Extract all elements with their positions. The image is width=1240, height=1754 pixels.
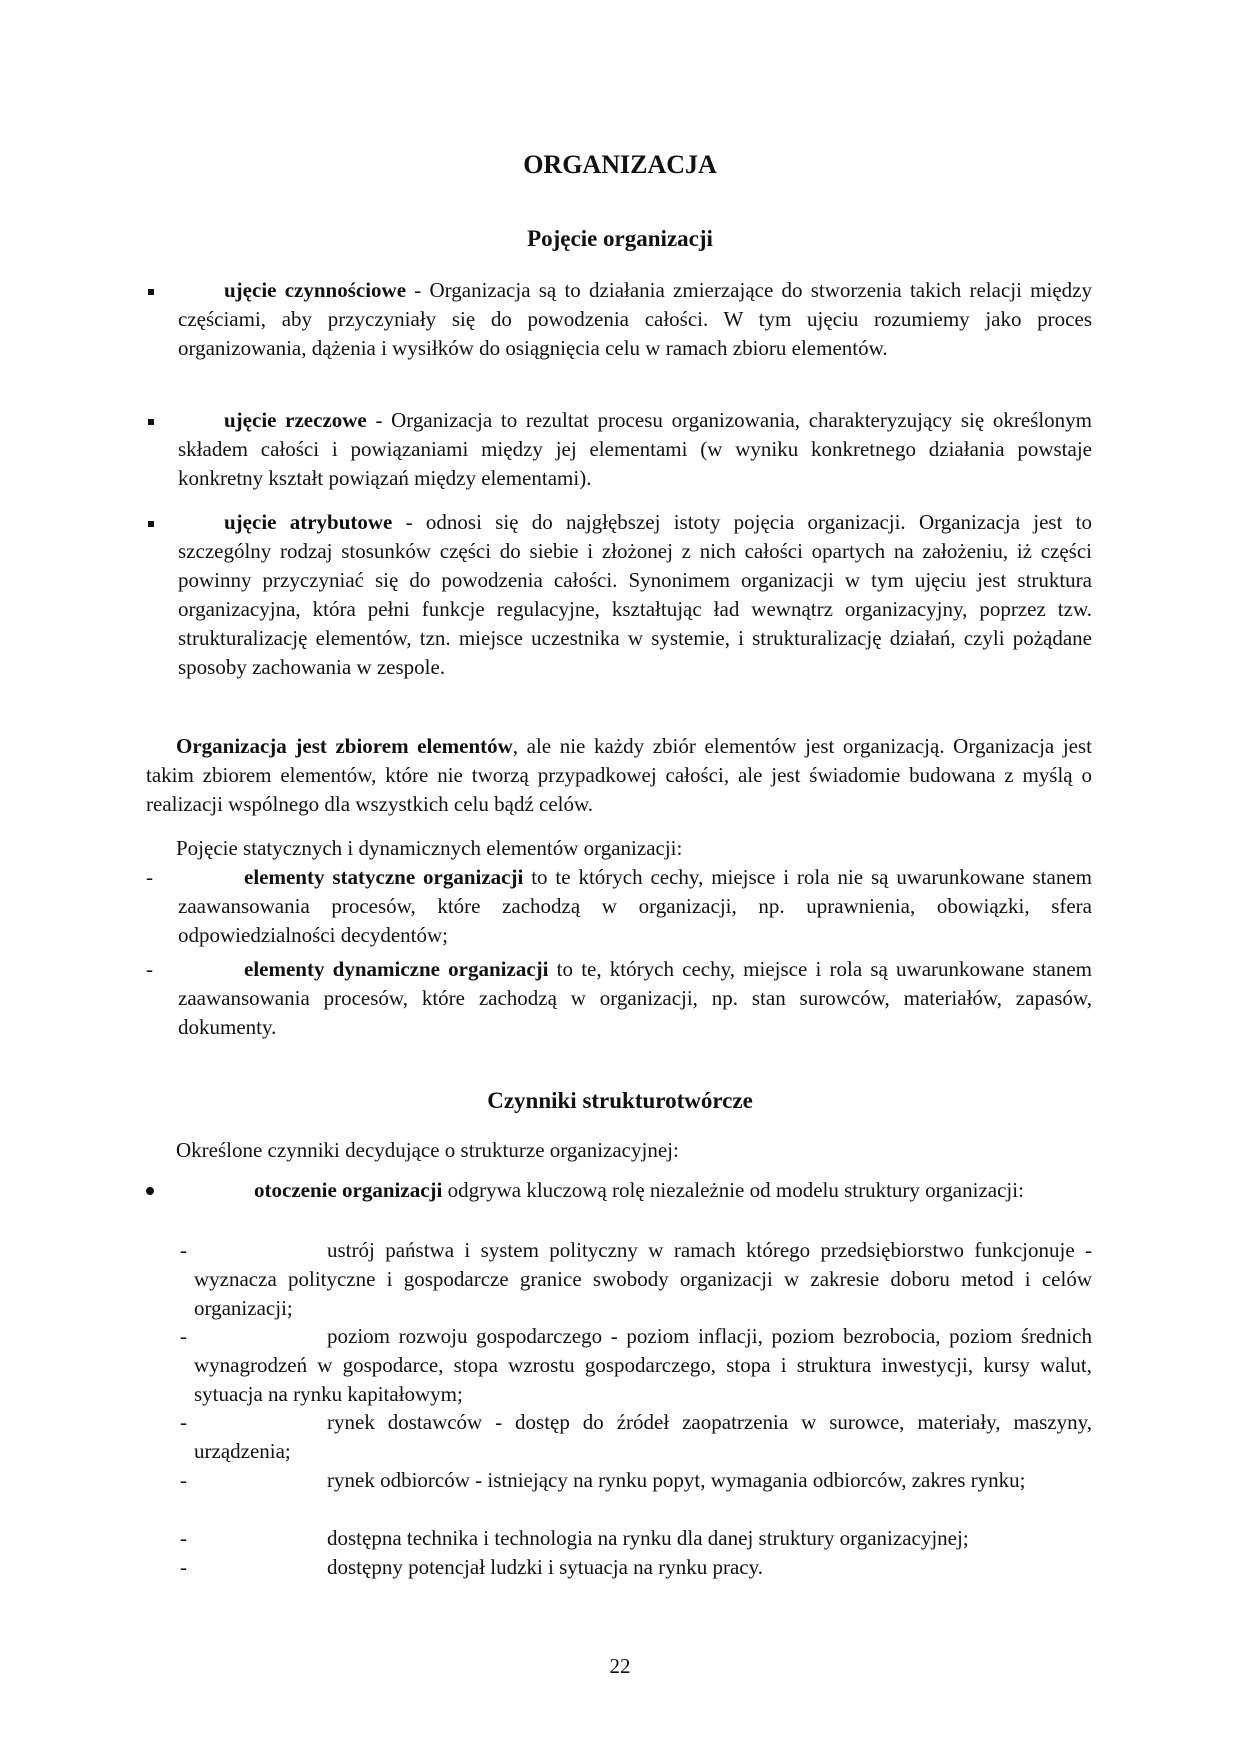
sub-item-text: dostępny potencjał ludzki i sytuacja na rynku pracy.	[327, 1555, 764, 1579]
bullet-text: - Organizacja są to działania zmierzające do stworzenia takich relacji między częściami, aby przyczyniały się do powodzenia całości. W tym ujęciu rozumiemy jako proces organizowania, dążenia i wysiłków do osiągnięcia celu w ramach zbioru elementów.	[178, 278, 1092, 360]
paragraph-bold-lead: Organizacja jest zbiorem elementów	[176, 734, 513, 758]
bullet-text: - Organizacja to rezultat procesu organizowania, charakteryzujący się określonym składem całości i powiązaniami między jej elementami (w wyniku konkretnego działania powstaje konkretny kształt powiązań między elementami).	[178, 408, 1093, 490]
sub-item-text: dostępna technika i technologia na rynku dla danej struktury organizacyjnej;	[327, 1526, 969, 1550]
section-heading-pojecie: Pojęcie organizacji	[527, 226, 713, 251]
paragraph-organizacja-zbior	[146, 732, 1092, 819]
bullet-dot-icon	[146, 1187, 154, 1195]
sub-item-text: ustrój państwa i system polityczny w ramach którego przedsiębiorstwo funkcjonuje - wyznacza polityczne i gospodarcze granice swobody organizacji w zakresie doboru metod i celów organizacji;	[194, 1238, 1092, 1320]
dash-item-statyczne	[178, 863, 1092, 950]
dash-marker: -	[180, 1410, 187, 1434]
dash-marker: -	[180, 1526, 187, 1550]
dash-marker: -	[180, 1324, 187, 1348]
sub-item-text: rynek dostawców - dostęp do źródeł zaopatrzenia w surowce, materiały, maszyny, urządzenia;	[194, 1410, 1092, 1463]
bullet-text: - odnosi się do najgłębszej istoty pojęcia organizacji. Organizacja jest to szczególny rodzaj stosunków części do siebie i złożonej z nich całości opartych na założeniu, iż części powinny przyczyniać się do powodzenia całości. Synonimem organizacji w tym ujęciu jest struktura organizacyjna, która pełni funkcje regulacyjne, kształtując ład wewnątrz organizacyjny, poprzez tzw. strukturalizację elementów, tzn. miejsce uczestnika w systemie, i strukturalizację działań, czyli pożądane sposoby zachowania w zespole.	[178, 510, 1093, 679]
sub-item-rozwoj	[194, 1322, 1092, 1409]
dash-marker: -	[146, 865, 153, 889]
sub-item-potencjal	[194, 1553, 1092, 1582]
dash-text: to te których cechy, miejsce i rola nie są uwarunkowane stanem zaawansowania procesów, które zachodzą w organizacji, np. uprawnienia, obowiązki, sfera odpowiedzialności decydentów;	[178, 865, 1092, 947]
sub-item-odbiorcy	[194, 1466, 1092, 1495]
bullet-label: ujęcie rzeczowe	[224, 408, 367, 432]
sub-item-dostawcy	[194, 1408, 1092, 1466]
sub-item-technika	[194, 1524, 1092, 1553]
bullet-square-icon	[148, 521, 154, 527]
bullet-square-icon	[148, 289, 154, 295]
sub-item-text: rynek odbiorców - istniejący na rynku popyt, wymagania odbiorców, zakres rynku;	[327, 1468, 1026, 1492]
bullet-item-otoczenie	[178, 1176, 1092, 1205]
dash-text: to te, których cechy, miejsce i rola są uwarunkowane stanem zaawansowania procesów, które zachodzą w organizacji, np. stan surowców, materiałów, zapasów, dokumenty.	[178, 957, 1093, 1039]
bullet-label: otoczenie organizacji	[254, 1178, 443, 1202]
bullet-item-czynnosciowe	[178, 276, 1092, 363]
document-title: ORGANIZACJA	[523, 150, 717, 179]
dash-marker: -	[180, 1468, 187, 1492]
dash-marker: -	[146, 957, 153, 981]
paragraph-text: , ale nie każdy zbiór elementów jest organizacją. Organizacja jest takim zbiorem elementów, które nie tworzą przypadkowej całości, ale jest świadomie budowana z myślą o realizacji wspólnego dla wszystkich celu bądź celów.	[146, 734, 1092, 816]
bullet-label: ujęcie atrybutowe	[224, 510, 393, 534]
sub-item-text: poziom rozwoju gospodarczego - poziom inflacji, poziom bezrobocia, poziom średnich wynagrodzeń w gospodarce, stopa wzrostu gospodarczego, stopa i struktura inwestycji, kursy walut, sytuacja na rynku kapitałowym;	[194, 1324, 1092, 1406]
bullet-text: odgrywa kluczową rolę niezależnie od modelu struktury organizacji:	[442, 1178, 1024, 1202]
dash-marker: -	[180, 1238, 187, 1262]
dash-label: elementy statyczne organizacji	[244, 865, 524, 889]
page-number: 22	[609, 1654, 631, 1678]
section-heading-czynniki: Czynniki strukturotwórcze	[487, 1088, 753, 1113]
paragraph-czynniki-intro: Określone czynniki decydujące o strukturze organizacyjnej:	[176, 1138, 679, 1162]
sub-item-ustroj	[194, 1236, 1092, 1323]
bullet-label: ujęcie czynnościowe	[224, 278, 407, 302]
paragraph-elementy-intro: Pojęcie statycznych i dynamicznych elementów organizacji:	[176, 836, 683, 860]
bullet-item-atrybutowe	[178, 508, 1092, 682]
bullet-square-icon	[148, 419, 154, 425]
bullet-item-rzeczowe	[178, 406, 1092, 493]
dash-item-dynamiczne	[178, 955, 1092, 1042]
dash-marker: -	[180, 1555, 187, 1579]
dash-label: elementy dynamiczne organizacji	[244, 957, 549, 981]
